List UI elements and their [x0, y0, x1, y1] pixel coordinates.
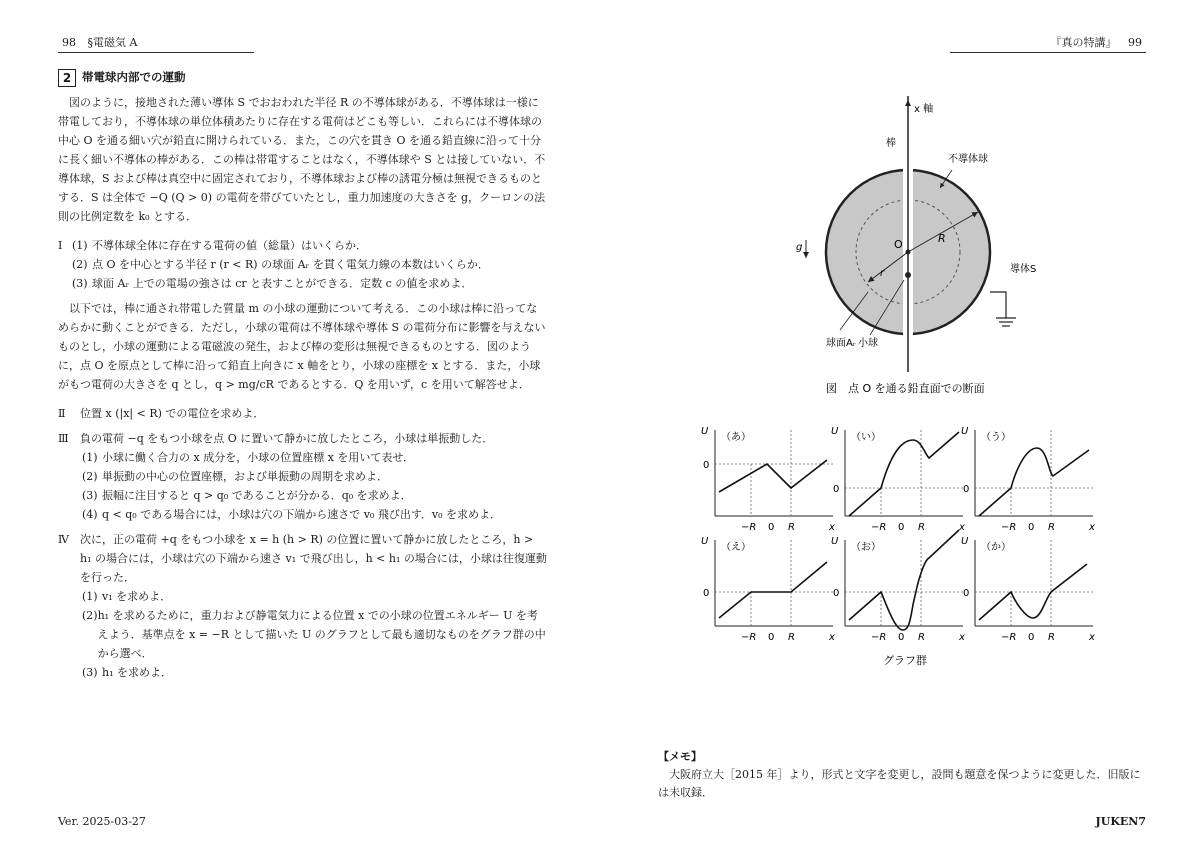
problem-title: 帯電球内部での運動 — [82, 70, 186, 84]
question-3-3-num: (3) — [82, 489, 98, 502]
graph-x-label: x — [1089, 632, 1095, 643]
graph-tick-label: −R — [1001, 632, 1017, 643]
question-3-1-num: (1) — [82, 451, 98, 464]
question-3-item-3 — [58, 486, 548, 505]
problem-body — [58, 68, 548, 682]
figure-caption: 図 点 O を通る鉛直面での断面 — [826, 382, 985, 395]
graph-zero-label: 0 — [963, 588, 970, 599]
cross-section-figure — [796, 96, 1036, 395]
center-point — [906, 250, 911, 255]
graph-tick-label: R — [918, 632, 925, 643]
graph-tick-label: 0 — [768, 522, 775, 533]
problem-number: 2 — [58, 69, 76, 87]
graph-tick-label: R — [1048, 632, 1055, 643]
question-3-item-4 — [58, 505, 548, 524]
section-title: §電磁気 A — [87, 36, 138, 49]
graph-tick-label: R — [788, 632, 795, 643]
question-1-1-num: (1) — [72, 239, 88, 252]
graph-u-label: U — [961, 426, 969, 437]
question-4-1-num: (1) — [82, 590, 98, 603]
graph-panel-label: （い） — [851, 432, 881, 443]
graph-panel-label: （う） — [981, 432, 1011, 443]
question-1-3-text: 球面 Aᵣ 上での電場の強さは cr と表すことができる．定数 c の値を求めよ． — [92, 277, 473, 290]
small-r-label: r — [880, 268, 885, 279]
graph-curve — [979, 448, 1089, 516]
graph-zero-label: 0 — [703, 588, 710, 599]
graph-panel — [961, 426, 1095, 533]
graph-tick-label: 0 — [898, 522, 905, 533]
graph-tick-label: −R — [1001, 522, 1017, 533]
question-2 — [58, 404, 548, 423]
graph-u-label: U — [701, 536, 709, 547]
question-4-3-text: h₁ を求めよ． — [102, 666, 172, 679]
graph-caption: グラフ群 — [883, 654, 927, 667]
left-page-number: 98 — [62, 36, 76, 49]
problem-middle-text: 以下では，棒に通され帯電した質量 m の小球の運動について考える．この小球は棒に沿ってなめらかに動くことができる．ただし，小球の電荷は不導体球や導体 S の電荷分布に影響を与えないものとし，小球の運動による電磁波の発生，および棒の変形は無視できるものとする．図のように，点 O を原点として棒に沿って鉛直上向きに x 軸をとり，小球の座標を x とする．また，小球がもつ電荷の大きさを q とし，q > mg/cR であるとする．Q を用いず，c を用いて解答せよ． — [58, 302, 546, 391]
question-3-1-text: 小球に働く合力の x 成分を，小球の位置座標 x を用いて表せ． — [102, 451, 415, 464]
question-1-item-3 — [58, 274, 548, 293]
graph-u-label: U — [831, 536, 839, 547]
graph-tick-label: R — [1048, 522, 1055, 533]
graph-tick-label: R — [918, 522, 925, 533]
question-4 — [58, 530, 548, 682]
graph-panel-label: （か） — [981, 542, 1011, 553]
question-3-2-num: (2) — [82, 470, 98, 483]
gravity-label: g — [796, 242, 803, 253]
question-3-3-text: 振幅に注目すると q > q₀ であることが分かる．q₀ を求めよ． — [102, 489, 412, 502]
graph-tick-label: 0 — [768, 632, 775, 643]
nonconductor-label: 不導体球 — [948, 154, 988, 165]
graph-tick-label: 0 — [1028, 522, 1035, 533]
question-1 — [58, 236, 548, 293]
question-1-1-text: 不導体球全体に存在する電荷の値（総量）はいくらか． — [92, 239, 367, 252]
memo-box — [658, 748, 1146, 802]
question-1-2-num: (2) — [72, 258, 88, 271]
question-1-2-text: 点 O を中心とする半径 r (r < R) の球面 Aᵣ を貫く電気力線の本数はいくらか． — [92, 258, 489, 271]
graph-u-label: U — [831, 426, 839, 437]
problem-intro: 図のように，接地された薄い導体 S でおおわれた半径 R の不導体球がある．不導体球は一様に帯電しており，不導体球の単位体積あたりに存在する電荷はどこも等しい．これらには不導体球の中心 O を通る細い穴が鉛直に開けられている．また，この穴を貫き O を通る鉛直線に沿って十分に長く細い不導体の棒がある．この棒は帯電することはなく，不導体球や S とは接していない．不導体球，S および棒は真空中に固定されており，不導体球および棒の誘電分極は無視できるものとする．S は全体で −Q (Q > 0) の電荷を帯びていたとし，重力加速度の大きさを g，クーロンの法則の比例定数を k₀ とする． — [58, 96, 546, 223]
graph-group — [701, 426, 1095, 643]
left-footer: Ver. 2025-03-27 — [58, 815, 146, 828]
graph-x-label: x — [1089, 522, 1095, 533]
question-3 — [58, 429, 548, 524]
question-4-item-1 — [58, 587, 548, 606]
graph-x-label: x — [959, 632, 965, 643]
graph-panel-label: （あ） — [721, 432, 751, 443]
graph-zero-label: 0 — [963, 484, 970, 495]
graph-curve — [719, 562, 827, 618]
graph-x-label: x — [829, 522, 835, 533]
memo-text: 大阪府立大［2015 年］より，形式と文字を変更し，設問も題意を保つように変更した．旧版には未収録． — [658, 768, 1141, 799]
graph-curve — [719, 460, 827, 492]
ball-dot — [905, 272, 911, 278]
graph-x-label: x — [829, 632, 835, 643]
conductor-label: 導体S — [1010, 264, 1037, 275]
graph-panel-label: （え） — [721, 542, 751, 553]
x-axis-label: x 軸 — [914, 104, 934, 115]
question-1-item-2 — [58, 255, 548, 274]
graph-tick-label: −R — [741, 632, 757, 643]
question-1-3-num: (3) — [72, 277, 88, 290]
graph-u-label: U — [701, 426, 709, 437]
left-header — [58, 34, 254, 53]
question-3-4-num: (4) — [82, 508, 98, 521]
graph-tick-label: −R — [871, 632, 887, 643]
book-title: 『真の特講』 — [1050, 36, 1117, 49]
question-4-label: Ⅳ — [58, 533, 69, 546]
graph-panel — [831, 426, 965, 533]
graph-curve — [849, 432, 959, 516]
graph-tick-label: 0 — [898, 632, 905, 643]
ground-wire — [990, 292, 1006, 318]
question-4-item-3 — [58, 663, 548, 682]
question-3-2-text: 単振動の中心の位置座標，および単振動の周期を求めよ． — [102, 470, 388, 483]
graph-zero-label: 0 — [703, 460, 710, 471]
graph-tick-label: −R — [871, 522, 887, 533]
question-1-item-1 — [58, 236, 548, 255]
radius-label: R — [938, 232, 946, 245]
memo-heading: 【メモ】 — [658, 750, 702, 763]
graph-u-label: U — [961, 536, 969, 547]
question-4-3-num: (3) — [82, 666, 98, 679]
figures-svg — [600, 0, 1200, 848]
question-2-text: 位置 x (|x| < R) での電位を求めよ． — [80, 407, 265, 420]
graph-panel — [831, 530, 965, 643]
sphere-surface-label: 球面Aᵣ — [826, 338, 856, 349]
problem-heading — [58, 68, 548, 87]
center-label: O — [894, 238, 903, 251]
question-1-label: Ⅰ — [58, 239, 63, 252]
right-page — [600, 0, 1200, 848]
question-4-text: 次に，正の電荷 +q をもつ小球を x = h (h > R) の位置に置いて静かに放したところ，h > h₁ の場合には，小球は穴の下端から速さ v₁ で飛び出し，h < h₁ の場合には，小球は往復運動を行った． — [80, 533, 547, 584]
rod-label: 棒 — [886, 138, 896, 149]
ball-label: 小球 — [858, 338, 878, 349]
question-3-4-text: q < q₀ である場合には，小球は穴の下端から速さで v₀ 飛び出す．v₀ を求めよ． — [102, 508, 502, 521]
question-3-item-1 — [58, 448, 548, 467]
question-4-1-text: v₁ を求めよ． — [102, 590, 172, 603]
graph-zero-label: 0 — [833, 588, 840, 599]
question-3-item-2 — [58, 467, 548, 486]
graph-panel — [961, 536, 1095, 643]
right-footer: JUKEN7 — [1095, 815, 1146, 828]
question-4-2-text: h₁ を求めるために，重力および静電気力による位置 x での小球の位置エネルギー U を考えよう．基準点を x = −R として描いた U のグラフとして最も適切なものをグラフ群の中から選べ． — [97, 609, 546, 660]
graph-tick-label: 0 — [1028, 632, 1035, 643]
right-page-number: 99 — [1128, 36, 1142, 49]
graph-panel-label: （お） — [851, 542, 881, 553]
graph-zero-label: 0 — [833, 484, 840, 495]
graph-panel — [701, 426, 835, 533]
graph-tick-label: −R — [741, 522, 757, 533]
graph-panel — [701, 536, 835, 643]
graph-tick-label: R — [788, 522, 795, 533]
question-4-2-num: (2) — [82, 609, 98, 622]
question-3-label: Ⅲ — [58, 432, 69, 445]
question-2-label: Ⅱ — [58, 407, 66, 420]
question-4-item-2 — [58, 606, 548, 663]
question-3-text: 負の電荷 −q をもつ小球を点 O に置いて静かに放したところ，小球は単振動した． — [80, 432, 494, 445]
graph-x-label: x — [959, 522, 965, 533]
